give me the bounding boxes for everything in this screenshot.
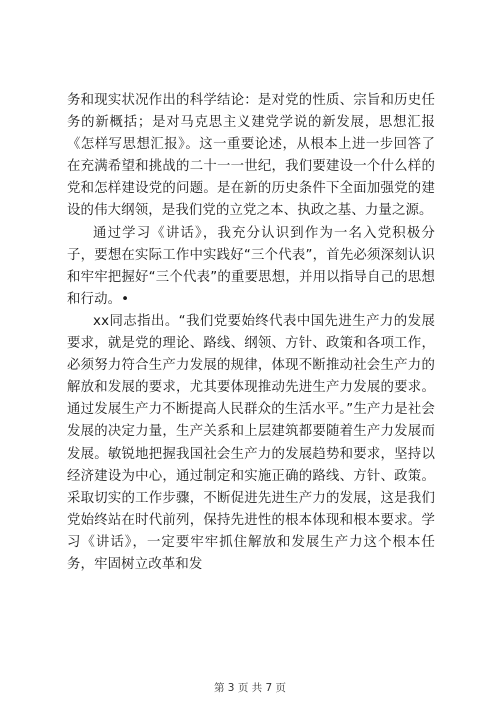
- document-body: [67, 90, 435, 576]
- paragraph-3: xx同志指出。“我们党要始终代表中国先进生产力的发展要求，就是党的理论、路线、纲领、方针、政策和各项工作，必须努力符合生产力发展的规律，体现不断推动社会生产力的解放和发展的要求，尤其要体现推动先进生产力发展的要求。通过发展生产力不断提高人民群众的生活水平。”生产力是社会发展的决定力量，生产关系和上层建筑都要随着生产力发展而发展。敏锐地把握我国社会生产力的发展趋势和要求，坚持以经济建设为中心，通过制定和实施正确的路线、方针、政策。采取切实的工作步骤，不断促进先进生产力的发展，这是我们党始终站在时代前列，保持先进性的根本体现和根本要求。学习《讲话》，一定要牢牢抓住解放和发展生产力这个根本任务，牢固树立改革和发: [67, 313, 435, 572]
- page-footer: 第 3 页 共 7 页: [213, 682, 287, 694]
- paragraph-2: 通过学习《讲话》，我充分认识到作为一名入党积极分子，要想在实际工作中实践好“三个代表”，首先必须深刻认识和牢牢把握好“三个代表”的重要思想，并用以指导自己的思想和行动。•: [67, 225, 435, 307]
- paragraph-1: 务和现实状况作出的科学结论：是对党的性质、宗旨和历史任务的新概括；是对马克思主义建党学说的新发展，思想汇报《怎样写思想汇报》。这一重要论述，从根本上进一步回答了在充满希望和挑战的二十一一世纪，我们要建设一个什么样的党和怎样建设党的问题。是在新的历史条件下全面加强党的建设的伟大纲领，是我们党的立党之本、执政之基、力量之源。: [67, 93, 435, 219]
